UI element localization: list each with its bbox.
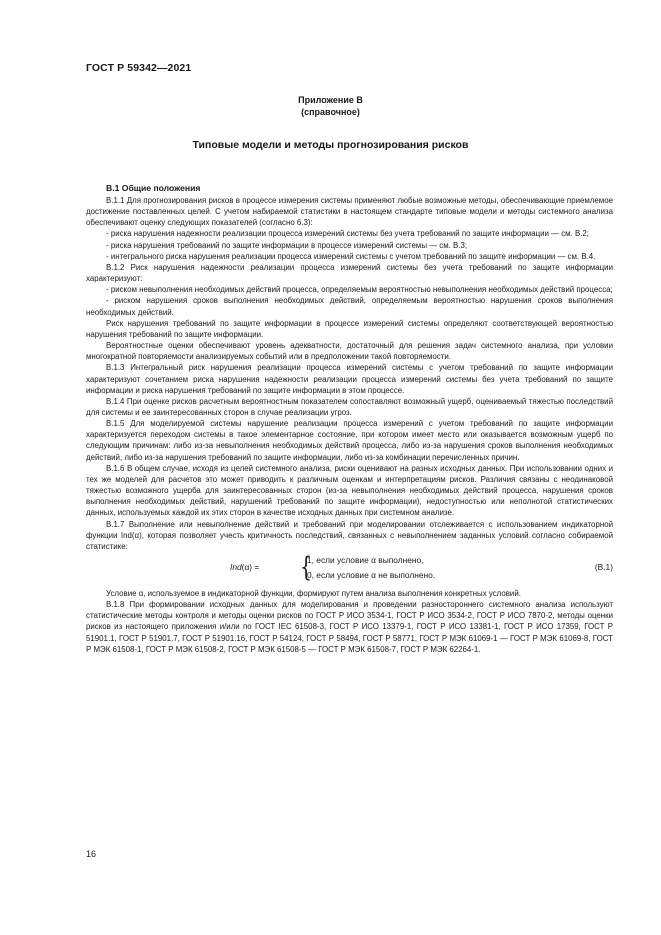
formula-argument: (α) = bbox=[241, 562, 260, 572]
appendix-title: Типовые модели и методы прогнозирования рисков bbox=[192, 139, 469, 151]
paragraph: В.1.7 Выполнение или невыполнение действий и требований при моделировании отслеживается с использованием индикаторной функции Ind(α), которая позволяет учесть критичность последствий, связанных с невыполнением заданных условий согласно собираемой статистике: bbox=[86, 519, 613, 551]
formula-function-name: Ind bbox=[230, 562, 242, 572]
paragraph: Риск нарушения требований по защите информации в процессе измерений системы определяют соответствующей вероятностью нарушения требований по защите информации. bbox=[86, 318, 613, 339]
formula-case-2: 0, если условие α не выполнено. bbox=[307, 570, 436, 580]
formula-lhs bbox=[230, 562, 259, 573]
paragraph: - риском невыполнения необходимых действий процесса, определяемым вероятностью невыполнения необходимых действий процесса; bbox=[106, 285, 613, 295]
paragraph: - риска нарушения надежности реализации процесса измерений системы без учета требований по защите информации — см. В.2; bbox=[106, 229, 589, 239]
paragraph: - риском нарушения сроков выполнения необходимых действий, определяемым вероятностью нарушения сроков выполнения необходимых действий. bbox=[86, 296, 613, 317]
paragraph: В.1.3 Интегральный риск нарушения реализации процесса измерений системы с учетом требований по защите информации характеризуют сочетанием риска нарушения надежности реализации процесса измерений системы без учета требований по защите информации и риска нарушения требований по защите информации в этом процессе. bbox=[86, 363, 613, 395]
paragraph: - интегрального риска нарушения реализации процесса измерений системы с учетом требований по защите информации — см. В.4. bbox=[106, 251, 596, 261]
body-text bbox=[86, 195, 613, 655]
paragraph: Вероятностные оценки обеспечивают уровень адекватности, достаточный для решения задач системного анализа, при условии многократной повторяемости анализируемых событий или в предположении такой повторяемости. bbox=[86, 341, 613, 362]
paragraph: В.1.1 Для прогнозирования рисков в процессе измерения системы применяют любые возможные методы, обеспечивающие приемлемое достижение поставленных целей. С учетом набираемой статистики в настоящем стандарте типовые модели и методы системного анализа обеспечивают оценку следующих показателей (согласно 6.3): bbox=[86, 196, 613, 228]
formula-case-1: 1, если условие α выполнено, bbox=[307, 555, 424, 565]
page-number: 16 bbox=[86, 849, 97, 859]
paragraph: В.1.5 Для моделируемой системы нарушение реализации процесса измерений с учетом требований по защите информации характеризуется переходом системы в такое элементарное состояние, при котором имеет место или оказывается возможным ущерб по следующим причинам: либо из-за невыполнения необходимых действий процесса, либо из-за нарушения сроков выполнения необходимых действий, либо из-за нарушения требований по защите информации, либо из-за комбинации перечисленных причин. bbox=[86, 419, 613, 462]
formula-number: (В.1) bbox=[594, 562, 613, 572]
formula-b1 bbox=[86, 554, 613, 584]
paragraph: В.1.4 При оценке рисков расчетным вероятностным показателем сопоставляют возможный ущерб, оцениваемый тяжестью последствий для системы и ее заинтересованных сторон в случае реализации угроз. bbox=[86, 396, 613, 417]
appendix-type: (справочное) bbox=[301, 107, 360, 117]
paragraph: Условие α, используемое в индикаторной функции, формируют путем анализа выполнения конкретных условий. bbox=[106, 589, 521, 598]
appendix-label: Приложение В bbox=[298, 95, 363, 105]
paragraph: - риска нарушения требований по защите информации в процессе измерений системы — см. В.3; bbox=[106, 240, 468, 250]
standard-header: ГОСТ Р 59342—2021 bbox=[86, 62, 192, 74]
formula-brace: { bbox=[300, 552, 313, 583]
paragraph: В.1.2 Риск нарушения надежности реализации процесса измерений системы без учета требований по защите информации характеризуют: bbox=[86, 262, 613, 284]
paragraph: В.1.6 В общем случае, исходя из целей системного анализа, риски оценивают на разных исходных данных. При использовании одних и тех же моделей для расчетов это может приводить к различным оценкам и интерпретациям рисков. Различия связаны с неодинаковой тяжестью возможного ущерба для заинтересованных сторон (из-за невыполнения необходимых действий процесса, нарушения сроков выполнения необходимых действий, нарушений требований по защите информации), недоступностью или неполнотой статистических данных, используемых каждой их этих сторон в качестве исходных данных при системном анализе. bbox=[86, 463, 613, 518]
section-heading: В.1 Общие положения bbox=[106, 183, 201, 193]
paragraph: В.1.8 При формировании исходных данных для моделирования и проведении разностороннего системного анализа используют статистические методы контроля и методы оценки рисков по ГОСТ Р ИСО 3534-1, ГОСТ Р ИСО 3534-2, ГОСТ Р ИСО 7870-2, методы оценки рисков из настоящего приложения и/или по ГОСТ IEC 61508-3, ГОСТ Р ИСО 13379-1, ГОСТ Р ИСО 13381-1, ГОСТ Р ИСО 17359, ГОСТ Р 51901.1, ГОСТ Р 51901.7, ГОСТ Р 51901.16, ГОСТ Р 54124, ГОСТ Р 58494, ГОСТ Р 58771, ГОСТ Р МЭК 61069-1 — ГОСТ Р МЭК 61069-8, ГОСТ Р МЭК 61508-1, ГОСТ Р МЭК 61508-2, ГОСТ Р МЭК 61508-5 — ГОСТ Р МЭК 61508-7, ГОСТ Р МЭК 62264-1. bbox=[86, 600, 613, 654]
